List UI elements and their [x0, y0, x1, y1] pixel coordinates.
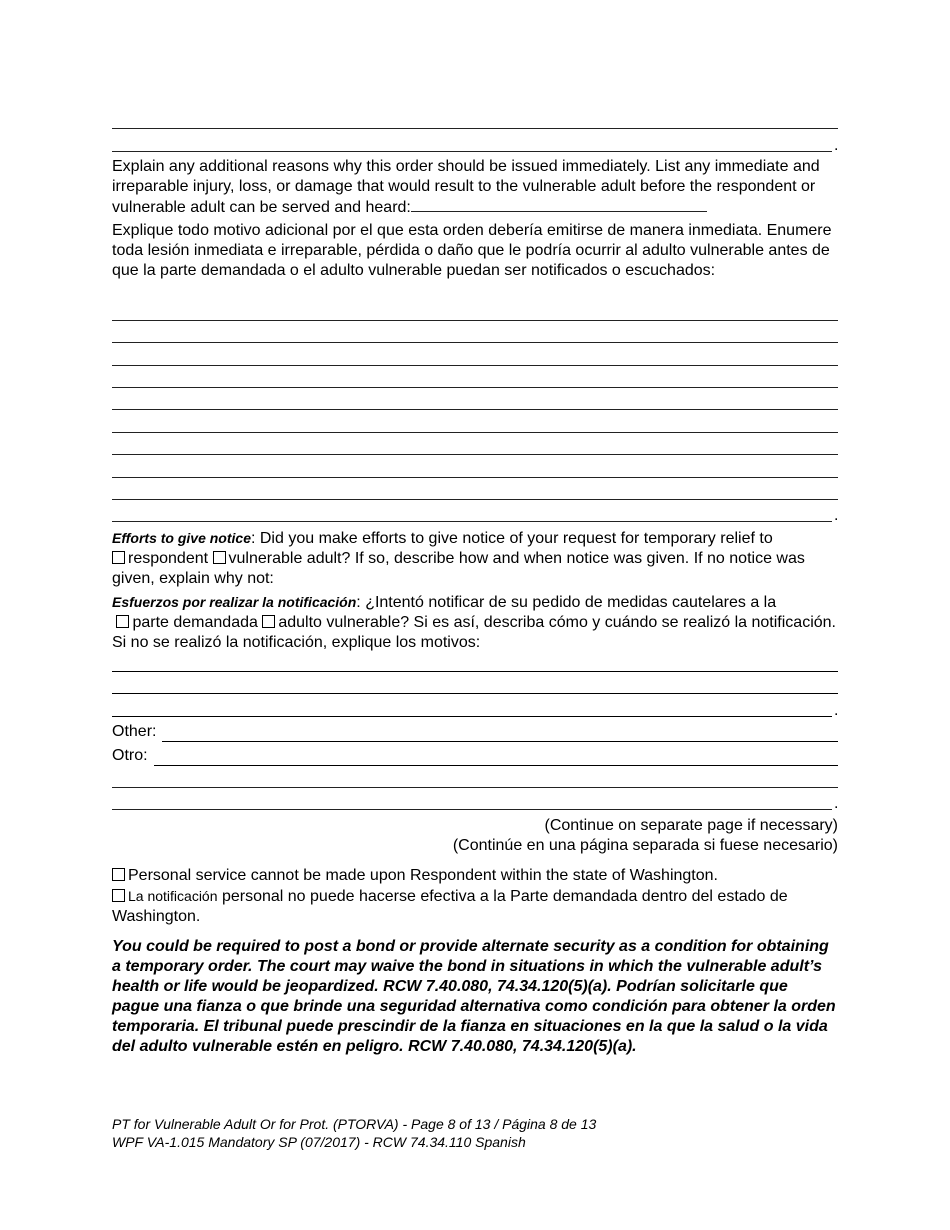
other-field-es [112, 746, 838, 766]
reasons-prompt-en [112, 157, 838, 218]
answer-line[interactable] [112, 693, 838, 694]
answer-line[interactable] [112, 477, 838, 478]
vulnerable-adult-checkbox[interactable] [213, 551, 226, 564]
reasons-text-en: Explain any additional reasons why this order should be issued immediately. List any immediate and irreparable injury, loss, or damage that would result to the vulnerable adult before the respondent or vulnerable adult can be served and heard: [112, 158, 820, 216]
line-period: . [834, 702, 839, 719]
answer-line[interactable] [112, 342, 838, 343]
line-period: . [834, 795, 839, 812]
respondent-checkbox[interactable] [112, 551, 125, 564]
answer-line[interactable] [112, 151, 832, 152]
answer-line[interactable] [112, 787, 838, 788]
parte-demandada-checkbox[interactable] [116, 615, 129, 628]
other-label: Other: [112, 723, 157, 740]
answer-line[interactable] [112, 128, 838, 129]
notice-label-es: Esfuerzos por realizar la notificación [112, 594, 357, 610]
line-period: . [834, 137, 839, 154]
answer-line[interactable] [112, 671, 838, 672]
personal-service-checkbox-en[interactable] [112, 868, 125, 881]
personal-service-checkbox-es[interactable] [112, 889, 125, 902]
adulto-vulnerable-checkbox[interactable] [262, 615, 275, 628]
continue-note: (Continue on separate page if necessary) (Continúe en una página separada si fuese necesario) [452, 817, 838, 854]
notice-prompt-en: Efforts to give notice: Did you make efforts to give notice of your request for temporary relief to respondent vulnerable adult? If so, describe how and when notice was given. If no notice was given, explain why not: [112, 530, 805, 587]
personal-service-en: Personal service cannot be made upon Respondent within the state of Washington. [112, 866, 838, 886]
bond-notice-en: You could be required to post a bond or provide alternate security as a condition for obtaining a temporary order. The court may waive the bond in situations in which the vulnerable adult’s health or life would be jeopardized. RCW 7.40.080, 74.34.120(5)(a). [112, 938, 829, 995]
page-footer [112, 1115, 596, 1151]
otro-label: Otro: [112, 747, 148, 764]
answer-line[interactable] [112, 716, 832, 717]
answer-line[interactable] [112, 521, 832, 522]
answer-line[interactable] [112, 387, 838, 388]
otro-input[interactable] [154, 750, 838, 766]
answer-line[interactable] [112, 365, 838, 366]
answer-line[interactable] [112, 499, 838, 500]
footer-line-1: PT for Vulnerable Adult Or for Prot. (PTORVA) - Page 8 of 13 / Página 8 de 13 [112, 1116, 597, 1132]
line-period: . [834, 507, 839, 524]
other-input[interactable] [162, 726, 838, 742]
other-field-en [112, 722, 838, 742]
reasons-inline-field[interactable] [411, 197, 707, 212]
answer-line[interactable] [112, 432, 838, 433]
bond-notice [112, 937, 838, 1057]
reasons-prompt-es: Explique todo motivo adicional por el que esta orden debería emitirse de manera inmediata. Enumere toda lesión inmediata e irreparable, pérdida o daño que le podría ocurrir al adulto vulnerable antes de que la parte demandada o el adulto vulnerable puedan ser notificados o escuchados: [112, 222, 832, 279]
personal-service-es: La notificación personal no puede hacerse efectiva a la Parte demandada dentro del estado de Washington. [112, 888, 788, 925]
bond-notice-es: Podrían solicitarle que pague una fianza o que brinde una seguridad alternativa como condición para obtener la orden temporaria. El tribunal puede prescindir de la fianza en situaciones en la que la salud o la vida del adulto vulnerable estén en peligro. RCW 7.40.080, 74.34.120(5)(a). [112, 978, 836, 1055]
answer-line[interactable] [112, 809, 832, 810]
notice-prompt-es: Esfuerzos por realizar la notificación: ¿Intentó notificar de su pedido de medidas cautelares a la parte demandada adulto vulnerable? Si es así, describa cómo y cuándo se realizó la notificación. Si no se realizó la notificación, explique los motivos: [112, 594, 836, 651]
answer-line[interactable] [112, 454, 838, 455]
notice-label-en: Efforts to give notice [112, 530, 251, 546]
footer-line-2: WPF VA-1.015 Mandatory SP (07/2017) - RCW 74.34.110 Spanish [112, 1134, 526, 1150]
answer-line[interactable] [112, 409, 838, 410]
answer-line[interactable] [112, 320, 838, 321]
